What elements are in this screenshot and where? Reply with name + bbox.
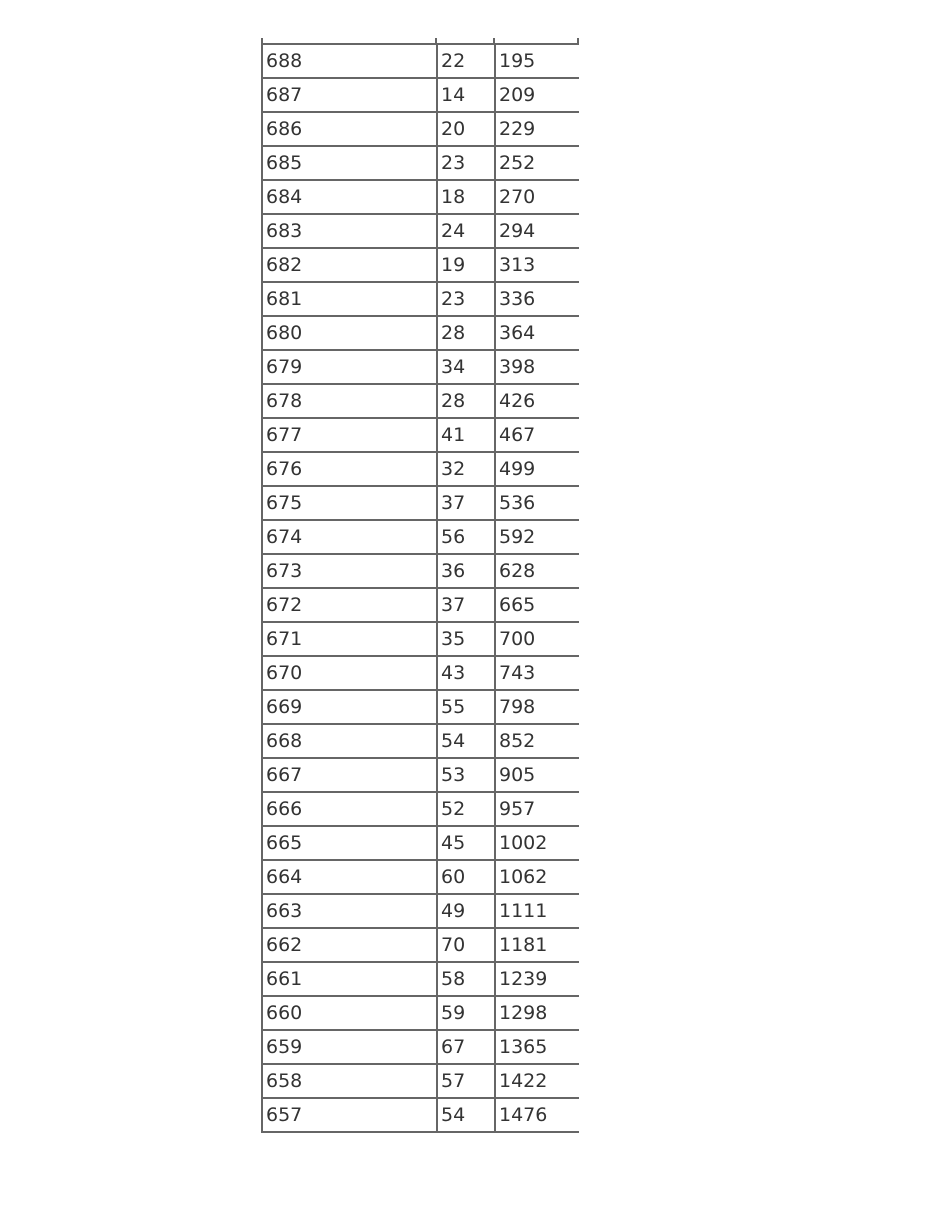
count-cell: 54	[437, 724, 495, 758]
score-cell: 678	[262, 384, 437, 418]
cumulative-cell: 1062	[495, 860, 579, 894]
count-cell: 53	[437, 758, 495, 792]
count-cell: 23	[437, 282, 495, 316]
score-cell: 686	[262, 112, 437, 146]
count-cell: 28	[437, 316, 495, 350]
count-cell: 60	[437, 860, 495, 894]
score-cell: 682	[262, 248, 437, 282]
count-cell: 41	[437, 418, 495, 452]
table-row	[262, 418, 579, 452]
table-row	[262, 1030, 579, 1064]
score-cell: 670	[262, 656, 437, 690]
table-border-stub	[577, 38, 579, 44]
count-cell: 36	[437, 554, 495, 588]
table-row	[262, 282, 579, 316]
cumulative-cell: 1111	[495, 894, 579, 928]
score-cell: 673	[262, 554, 437, 588]
cumulative-cell: 364	[495, 316, 579, 350]
table-row	[262, 724, 579, 758]
count-cell: 35	[437, 622, 495, 656]
cumulative-cell: 957	[495, 792, 579, 826]
score-cell: 666	[262, 792, 437, 826]
cumulative-cell: 1239	[495, 962, 579, 996]
table-row	[262, 656, 579, 690]
table-row	[262, 248, 579, 282]
table-row	[262, 792, 579, 826]
score-cell: 687	[262, 78, 437, 112]
table-row	[262, 588, 579, 622]
cumulative-cell: 1181	[495, 928, 579, 962]
cumulative-cell: 665	[495, 588, 579, 622]
cumulative-cell: 905	[495, 758, 579, 792]
cumulative-cell: 1365	[495, 1030, 579, 1064]
score-cell: 677	[262, 418, 437, 452]
table-row	[262, 350, 579, 384]
score-cell: 688	[262, 44, 437, 78]
cumulative-cell: 426	[495, 384, 579, 418]
score-cell: 671	[262, 622, 437, 656]
score-cell: 668	[262, 724, 437, 758]
score-cell: 680	[262, 316, 437, 350]
cumulative-cell: 700	[495, 622, 579, 656]
count-cell: 37	[437, 486, 495, 520]
count-cell: 20	[437, 112, 495, 146]
count-cell: 14	[437, 78, 495, 112]
score-cell: 669	[262, 690, 437, 724]
table-row	[262, 214, 579, 248]
score-cell: 679	[262, 350, 437, 384]
count-cell: 70	[437, 928, 495, 962]
table-row	[262, 384, 579, 418]
cumulative-cell: 628	[495, 554, 579, 588]
count-cell: 56	[437, 520, 495, 554]
cumulative-cell: 592	[495, 520, 579, 554]
table-row	[262, 78, 579, 112]
table-row	[262, 44, 579, 78]
cumulative-cell: 536	[495, 486, 579, 520]
score-cell: 667	[262, 758, 437, 792]
score-cell: 659	[262, 1030, 437, 1064]
score-cell: 683	[262, 214, 437, 248]
count-cell: 18	[437, 180, 495, 214]
cumulative-cell: 294	[495, 214, 579, 248]
count-cell: 34	[437, 350, 495, 384]
table-row	[262, 1098, 579, 1132]
table-row	[262, 826, 579, 860]
table-row	[262, 452, 579, 486]
table-row	[262, 860, 579, 894]
table-row	[262, 146, 579, 180]
score-cell: 660	[262, 996, 437, 1030]
cumulative-cell: 499	[495, 452, 579, 486]
count-cell: 67	[437, 1030, 495, 1064]
score-cell: 675	[262, 486, 437, 520]
cumulative-cell: 1002	[495, 826, 579, 860]
cumulative-cell: 195	[495, 44, 579, 78]
table-row	[262, 894, 579, 928]
table-row	[262, 758, 579, 792]
count-cell: 55	[437, 690, 495, 724]
cumulative-cell: 336	[495, 282, 579, 316]
table-border-stub	[493, 38, 495, 44]
score-cell: 665	[262, 826, 437, 860]
count-cell: 19	[437, 248, 495, 282]
score-cell: 674	[262, 520, 437, 554]
cumulative-cell: 852	[495, 724, 579, 758]
cumulative-cell: 252	[495, 146, 579, 180]
score-cell: 672	[262, 588, 437, 622]
cumulative-cell: 313	[495, 248, 579, 282]
count-cell: 22	[437, 44, 495, 78]
count-cell: 49	[437, 894, 495, 928]
score-cell: 662	[262, 928, 437, 962]
count-cell: 52	[437, 792, 495, 826]
score-cell: 685	[262, 146, 437, 180]
table-row	[262, 1064, 579, 1098]
table-row	[262, 316, 579, 350]
cumulative-cell: 798	[495, 690, 579, 724]
count-cell: 23	[437, 146, 495, 180]
cumulative-cell: 743	[495, 656, 579, 690]
score-cell: 658	[262, 1064, 437, 1098]
score-table-container	[261, 38, 579, 1190]
cumulative-cell: 1476	[495, 1098, 579, 1132]
table-row	[262, 996, 579, 1030]
score-cell: 664	[262, 860, 437, 894]
cumulative-cell: 1422	[495, 1064, 579, 1098]
table-row	[262, 112, 579, 146]
count-cell: 59	[437, 996, 495, 1030]
table-row	[262, 180, 579, 214]
count-cell: 32	[437, 452, 495, 486]
count-cell: 43	[437, 656, 495, 690]
table-row	[262, 520, 579, 554]
count-cell: 28	[437, 384, 495, 418]
count-cell: 58	[437, 962, 495, 996]
table-row	[262, 690, 579, 724]
cumulative-cell: 209	[495, 78, 579, 112]
table-row	[262, 554, 579, 588]
table-row	[262, 622, 579, 656]
score-cell: 681	[262, 282, 437, 316]
score-cell: 657	[262, 1098, 437, 1132]
count-cell: 54	[437, 1098, 495, 1132]
cumulative-cell: 1298	[495, 996, 579, 1030]
table-border-stub	[435, 38, 437, 44]
count-cell: 37	[437, 588, 495, 622]
cumulative-cell: 467	[495, 418, 579, 452]
count-cell: 57	[437, 1064, 495, 1098]
score-cell: 684	[262, 180, 437, 214]
table-row	[262, 928, 579, 962]
cumulative-cell: 229	[495, 112, 579, 146]
table-border-stub	[261, 38, 263, 44]
cumulative-cell: 398	[495, 350, 579, 384]
score-cell: 661	[262, 962, 437, 996]
count-cell: 24	[437, 214, 495, 248]
score-table-body	[262, 44, 579, 1132]
score-cell: 676	[262, 452, 437, 486]
count-cell: 45	[437, 826, 495, 860]
cumulative-cell: 270	[495, 180, 579, 214]
table-row	[262, 486, 579, 520]
score-table	[261, 43, 579, 1133]
score-cell: 663	[262, 894, 437, 928]
table-row	[262, 962, 579, 996]
